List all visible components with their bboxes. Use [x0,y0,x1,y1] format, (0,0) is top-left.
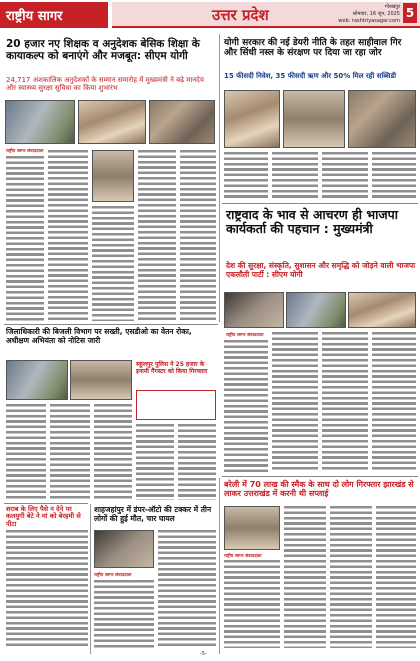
dairy-body-col3 [322,152,368,200]
accident-photo [94,530,154,568]
edition-date: सोमवार, 16 जून, 2025 [352,11,400,17]
bjp-body-col3 [322,332,368,472]
crime-body [6,530,88,648]
dairy-body-col4 [372,152,416,200]
bareilly-body-col2 [284,506,326,648]
dairy-farm-photo [283,90,345,148]
teachers-body-col3 [92,206,134,321]
arrest-photo [224,506,280,550]
cm-speech-photo [348,292,416,328]
electricity-body-col2 [50,404,90,500]
teachers-body-col1 [6,156,44,321]
ceremony-photo [5,100,75,144]
teachers-body-col2 [48,150,88,321]
bjp-body-col1 [224,340,268,472]
bjp-body-col4 [372,332,416,472]
highlight-box [136,390,216,420]
schools-body-col2 [178,424,216,500]
bareilly-body-col1 [224,560,280,648]
crowd-photo [149,100,215,144]
byline: राष्ट्रीय सागर संवाददाता [6,149,44,154]
electricity-headline: जिलाधिकारी की बिजली विभाग पर सख्ती, एसडीओ का वेतन रोका, अधीक्षण अभियंता को नोटिस जारी [6,327,192,345]
bareilly-body-col3 [330,506,372,648]
dairy-body-col1 [224,152,268,200]
workers-photo [286,292,346,328]
teachers-body-col4 [138,150,176,321]
cow-photo [224,90,280,148]
electricity-body-col1 [6,404,46,500]
cm-portrait-photo [92,150,134,202]
crime-headline: शराब के लिए पैसे न देने पर कलयुगी बेटे ने मां को बेरहमी से पीटा [6,505,81,528]
paper-name-banner [0,2,108,28]
accident-body-col1 [94,580,154,648]
bjp-subhead: देश की सुरक्षा, संस्कृति, सुशासन और समृद्धि को जोड़ने वाली भाजपा एकलौती पार्टी : सीएम योगी [226,261,416,279]
inspection-photo [6,360,68,400]
bjp-body-col2 [272,332,318,472]
edition-info [338,4,400,25]
teachers-headline: 20 हजार नए शिक्षक व अनुदेशक बेसिक शिक्षा के कायाकल्प को बनाएंगे और मजबूत: सीएम योगी [6,38,200,63]
teachers-body-col5 [180,150,216,321]
section-title: उत्तर प्रदेश [212,6,269,24]
bjp-headline: राष्ट्रवाद के भाव से आचरण ही भाजपा कार्यकर्ता की पहचान : मुख्यमंत्री [226,207,398,237]
schools-body-col1 [136,424,174,500]
byline: राष्ट्रीय सागर संवाददाता [94,573,132,578]
bareilly-headline: बरेली में 70 लाख की स्मैक के साथ दो लोग गिरफ्तार झारखंड से लाकर उत्तराखंड में करनी थी सप्लाई [224,480,414,499]
section-banner [112,2,420,28]
edition-city: गोरखपुर [384,4,400,10]
byline: राष्ट्रीय सागर संवाददाता [224,554,262,559]
cattle-photo [348,90,416,148]
page-number: 5 [403,3,417,23]
masthead [0,0,420,30]
schools-headline: स्कूलपुर पुलिस ने 25 हजार के इनामी गैंगस्टर को किया गिरफ्तार [136,361,208,375]
page-footer-marker: -5- [200,651,207,657]
dairy-subhead: 15 फीसदी निवेश, 35 फीसदी ऋण और 50% मिल रही सब्सिडी [224,72,397,80]
cm-photo [78,100,146,144]
website: web: rashtriyasagar.com [338,18,400,24]
byline: राष्ट्रीय सागर संवाददाता [226,333,264,338]
paper-name: राष्ट्रीय सागर [6,9,63,24]
electricity-body-col3 [94,404,132,500]
meeting-photo [224,292,284,328]
accident-body-col2 [158,530,216,648]
dairy-headline: योगी सरकार की नई डेयरी नीति के तहत साहीवाल गिर और सिंधी नस्ल के संरक्षण पर दिया जा रहा जोर [224,38,402,59]
teachers-subhead: 24,717 अंशकालिक अनुदेशकों के सम्मान समारोह में मुख्यमंत्री ने बढ़े मानदेय और स्वास्थ्य सुरक्षा सुविधा का किया शुभारंभ [6,76,204,93]
dairy-body-col2 [272,152,318,200]
accident-headline: शाहजहांपुर में डंपर-ऑटो की टक्कर में तीन लोगों की हुई मौत, चार घायल [94,505,212,523]
officials-photo [70,360,132,400]
bareilly-body-col4 [376,506,416,648]
